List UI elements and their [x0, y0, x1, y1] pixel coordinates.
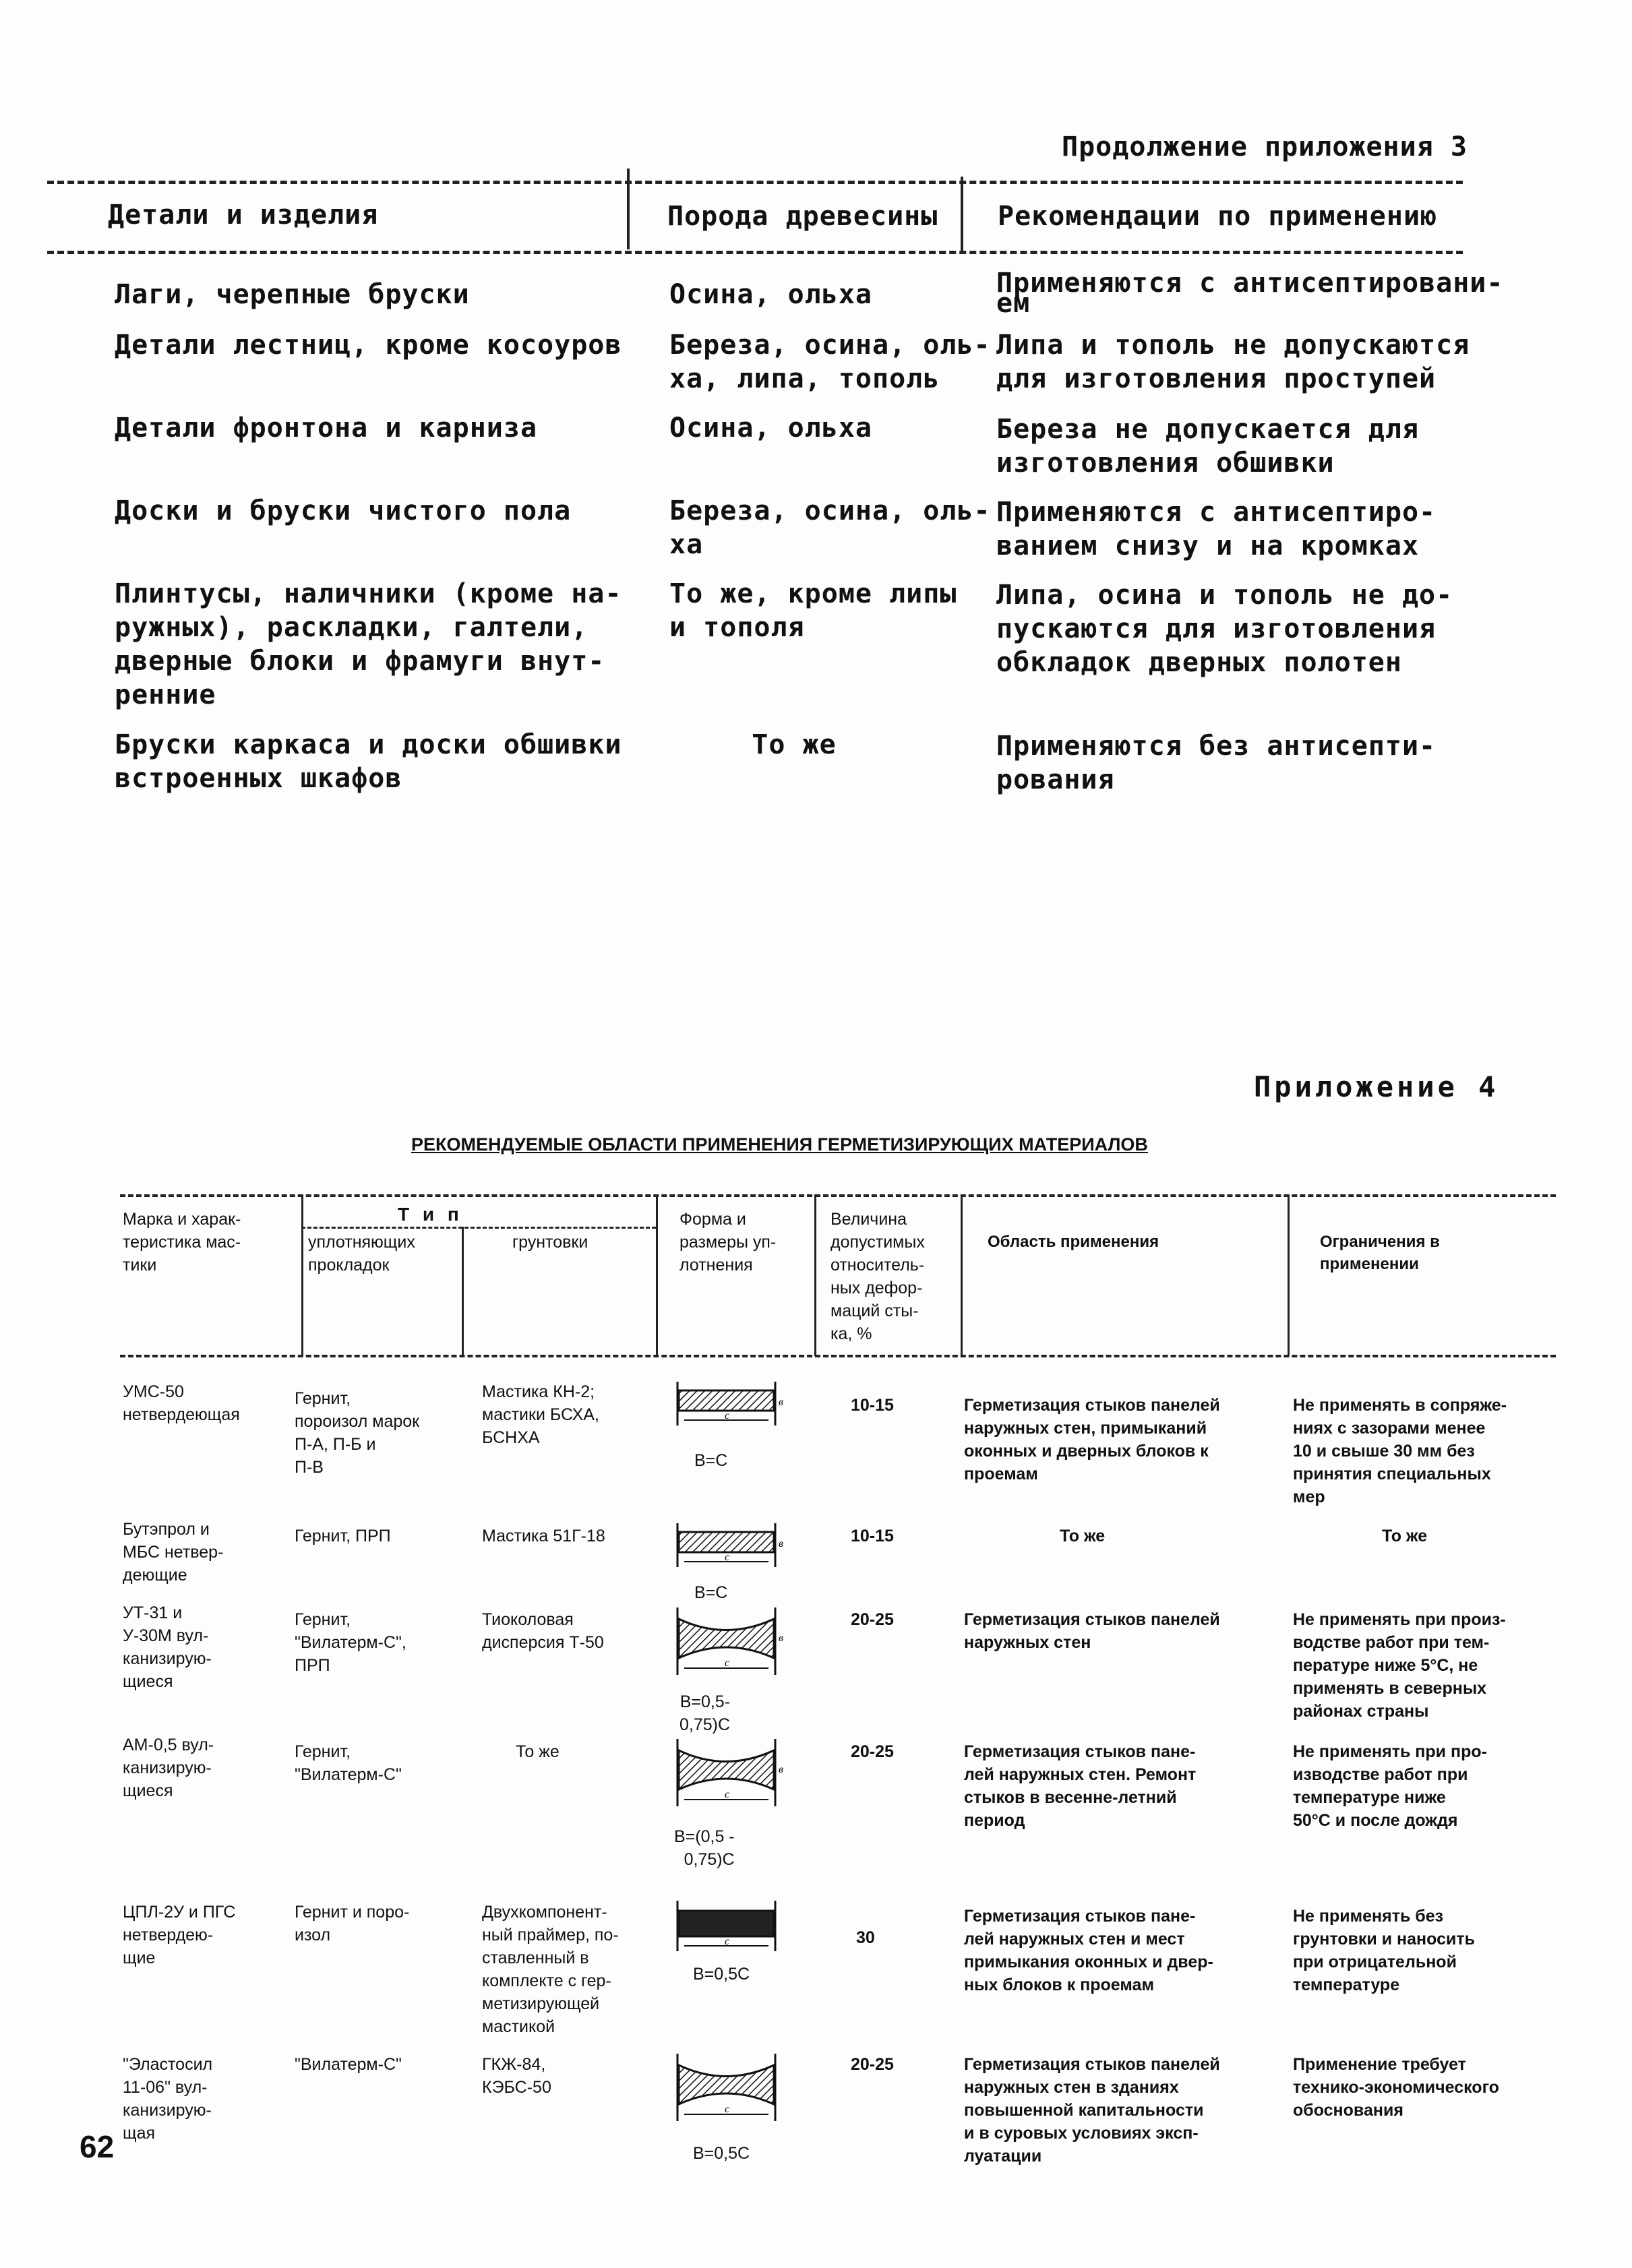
- table1-header-items: Детали и изделия: [108, 200, 379, 231]
- table2-row-2-gasket: Гернит, ПРП: [295, 1527, 391, 1545]
- table2-row-5-limits: Не применять без грунтовки и наносить при отрицательной температуре: [1293, 1907, 1475, 1994]
- svg-text:c: c: [725, 2104, 730, 2115]
- table2-row-1-mark: УМС-50 нетвердеющая: [123, 1382, 240, 1424]
- table1-row-2-item: Детали лестниц, кроме косоуров: [115, 330, 622, 361]
- svg-text:в: в: [779, 1632, 783, 1644]
- svg-text:c: c: [725, 1789, 730, 1800]
- table1-row-4-rec: Применяются с антисептиро- ванием снизу и на кромках: [996, 497, 1437, 561]
- table2-row-6-area: Герметизация стыков панелей наружных стен в зданиях повышенной капитальности и в суровых условиях эксп- луатации: [964, 2055, 1220, 2166]
- table2-row-1-primer: Мастика КН-2; мастики БСХА, БСНХА: [482, 1382, 599, 1447]
- table2-row-1-area: Герметизация стыков панелей наружных стен, примыканий оконных и дверных блоков к проемам: [964, 1396, 1220, 1483]
- table2-row-3-area: Герметизация стыков панелей наружных стен: [964, 1610, 1220, 1652]
- table2-row-5-area: Герметизация стыков пане- лей наружных стен и мест примыкания оконных и двер- ных блоков к проемам: [964, 1907, 1213, 1994]
- appendix4-label: Приложение 4: [1254, 1070, 1499, 1103]
- table1-row-5-wood: То же, кроме липы и тополя: [669, 578, 957, 643]
- table2-col-divider-4: [814, 1194, 816, 1356]
- table2-row-4-primer: То же: [516, 1742, 560, 1761]
- table2-col-divider-3: [656, 1194, 658, 1356]
- table2-header-area: Область применения: [988, 1233, 1159, 1251]
- table2-row-3-gasket: Гернит, "Вилатерм-С", ПРП: [295, 1610, 406, 1675]
- table2-row-4-area: Герметизация стыков пане- лей наружных стен. Ремонт стыков в весенне-летний период: [964, 1742, 1197, 1830]
- table2-header-primers: грунтовки: [512, 1233, 588, 1252]
- table1-col-divider-1: [627, 168, 630, 249]
- table1-header-recommendations: Рекомендации по применению: [998, 201, 1438, 232]
- table2-col-divider-5: [961, 1194, 963, 1356]
- svg-text:c: c: [725, 1936, 730, 1947]
- table2-col-divider-6: [1288, 1194, 1290, 1356]
- continuation-label: Продолжение приложения 3: [1062, 131, 1468, 162]
- table2-row-6-gasket: "Вилатерм-С": [295, 2055, 402, 2074]
- seal-diagram-rect: [671, 1378, 792, 1446]
- table1-row-6-item: Бруски каркаса и доски обшивки встроенных шкафов: [115, 729, 622, 794]
- table1-row-1-rec: Применяются с антисептировани- ем: [996, 268, 1504, 319]
- table1-top-rule: [47, 181, 1463, 184]
- table2-row-2-mark: Бутэпрол и МБС нетвер- деющие: [123, 1520, 224, 1585]
- table2-row-6-limits: Применение требует технико-экономического обоснования: [1293, 2055, 1499, 2120]
- table2-row-1-deform: 10-15: [851, 1396, 894, 1415]
- table2-row-1-limits: Не применять в сопряже- ниях с зазорами менее 10 и свыше 30 мм без принятия специальных мер: [1293, 1396, 1507, 1506]
- table2-row-2-limits: То же: [1382, 1527, 1428, 1545]
- table1-row-2-wood: Береза, осина, оль- ха, липа, тополь: [669, 330, 991, 394]
- table1-row-3-rec: Береза не допускается для изготовления обшивки: [996, 414, 1420, 479]
- table1-row-1-item: Лаги, черепные бруски: [115, 279, 470, 310]
- table2-row-2-deform: 10-15: [851, 1527, 894, 1545]
- appendix4-title: РЕКОМЕНДУЕМЫЕ ОБЛАСТИ ПРИМЕНЕНИЯ ГЕРМЕТИЗИРУЮЩИХ МАТЕРИАЛОВ: [411, 1134, 1148, 1155]
- table1-row-3-wood: Осина, ольха: [669, 412, 872, 443]
- table1-row-6-rec: Применяются без антисепти- рования: [996, 731, 1437, 795]
- table2-row-1-form: В=С: [694, 1451, 728, 1470]
- table2-row-6-primer: ГКЖ-84, КЭБС-50: [482, 2055, 551, 2097]
- table2-type-subrule: [301, 1227, 656, 1229]
- table2-header-form: Форма и размеры уп- лотнения: [679, 1210, 777, 1275]
- table1-row-6-wood: То же: [752, 729, 837, 760]
- table1-header-rule: [47, 251, 1463, 254]
- table2-row-5-form: В=0,5С: [693, 1965, 750, 1984]
- svg-text:в: в: [779, 1538, 783, 1550]
- seal-diagram-rect-filled: [671, 1897, 792, 1965]
- table2-row-5-primer: Двухкомпонент- ный праймер, по- ставленный в комплекте с гер- метизирующей мастикой: [482, 1903, 619, 2036]
- table2-row-4-mark: АМ-0,5 вул- канизирую- щиеся: [123, 1736, 214, 1800]
- table1-row-5-item: Плинтусы, наличники (кроме на- ружных), раскладки, галтели, дверные блоки и фрамуги внут- ренние: [115, 578, 622, 710]
- table2-row-5-deform: 30: [856, 1928, 875, 1947]
- table1-col-divider-2: [961, 177, 963, 252]
- table2-row-2-form: В=С: [694, 1583, 728, 1602]
- table2-row-2-primer: Мастика 51Г-18: [482, 1527, 605, 1545]
- table2-row-6-mark: "Эластосил 11-06" вул- канизирую- щая: [123, 2055, 213, 2143]
- svg-text:в: в: [779, 1764, 783, 1775]
- table2-row-4-gasket: Гернит, "Вилатерм-С": [295, 1742, 402, 1784]
- table2-header-rule: [120, 1355, 1556, 1357]
- table2-col-divider-1: [301, 1194, 303, 1356]
- table2-row-5-mark: ЦПЛ-2У и ПГС нетвердею- щие: [123, 1903, 236, 1967]
- table2-header-mark: Марка и харак- теристика мас- тики: [123, 1210, 241, 1275]
- table2-row-3-form: В=0,5- 0,75)С: [679, 1692, 731, 1734]
- table2-row-3-primer: Тиоколовая дисперсия Т-50: [482, 1610, 604, 1652]
- seal-diagram-concave-2: [671, 1736, 792, 1823]
- table2-header-gaskets: уплотняющих прокладок: [308, 1233, 415, 1275]
- table2-row-4-limits: Не применять при про- изводстве работ при температуре ниже 50°С и после дождя: [1293, 1742, 1487, 1830]
- svg-text:c: c: [725, 1410, 730, 1421]
- table2-row-3-deform: 20-25: [851, 1610, 894, 1629]
- table1-row-1-wood: Осина, ольха: [669, 279, 872, 310]
- table1-header-wood: Порода древесины: [667, 201, 938, 232]
- table2-row-6-deform: 20-25: [851, 2055, 894, 2074]
- table2-row-4-form: В=(0,5 - 0,75)С: [674, 1827, 735, 1869]
- seal-diagram-rect-2: [671, 1520, 792, 1587]
- table1-row-5-rec: Липа, осина и тополь не до- пускаются для изготовления обкладок дверных полотен: [996, 580, 1453, 678]
- table2-top-rule: [120, 1194, 1556, 1197]
- table2-col-divider-2: [462, 1227, 464, 1356]
- table2-row-2-area: То же: [1060, 1527, 1106, 1545]
- table2-row-4-deform: 20-25: [851, 1742, 894, 1761]
- seal-diagram-concave-3: [671, 2050, 792, 2138]
- table2-header-deform: Величина допустимых относитель- ных дефор- маций сты- ка, %: [830, 1210, 925, 1343]
- table2-row-6-form: В=0,5С: [693, 2144, 750, 2163]
- table1-row-2-rec: Липа и тополь не допускаются для изготовления проступей: [996, 330, 1470, 394]
- svg-text:c: c: [725, 1552, 730, 1563]
- table2-row-1-gasket: Гернит, пороизол марок П-А, П-Б и П-В: [295, 1389, 420, 1477]
- table2-row-3-limits: Не применять при произ- водстве работ при тем- пературе ниже 5°С, не применять в северных районах страны: [1293, 1610, 1506, 1721]
- table2-row-5-gasket: Гернит и поро- изол: [295, 1903, 410, 1944]
- svg-text:в: в: [779, 1397, 783, 1408]
- table1-row-3-item: Детали фронтона и карниза: [115, 412, 538, 443]
- table2-row-3-mark: УТ-31 и У-30М вул- канизирую- щиеся: [123, 1603, 212, 1691]
- table1-row-4-item: Доски и бруски чистого пола: [115, 495, 572, 526]
- svg-text:c: c: [725, 1657, 730, 1669]
- table1-row-4-wood: Береза, осина, оль- ха: [669, 495, 991, 560]
- table2-header-type: Т и п: [398, 1204, 463, 1225]
- seal-diagram-concave: [671, 1604, 792, 1692]
- page-number: 62: [80, 2129, 115, 2164]
- table2-header-limits: Ограничения в применении: [1320, 1233, 1440, 1273]
